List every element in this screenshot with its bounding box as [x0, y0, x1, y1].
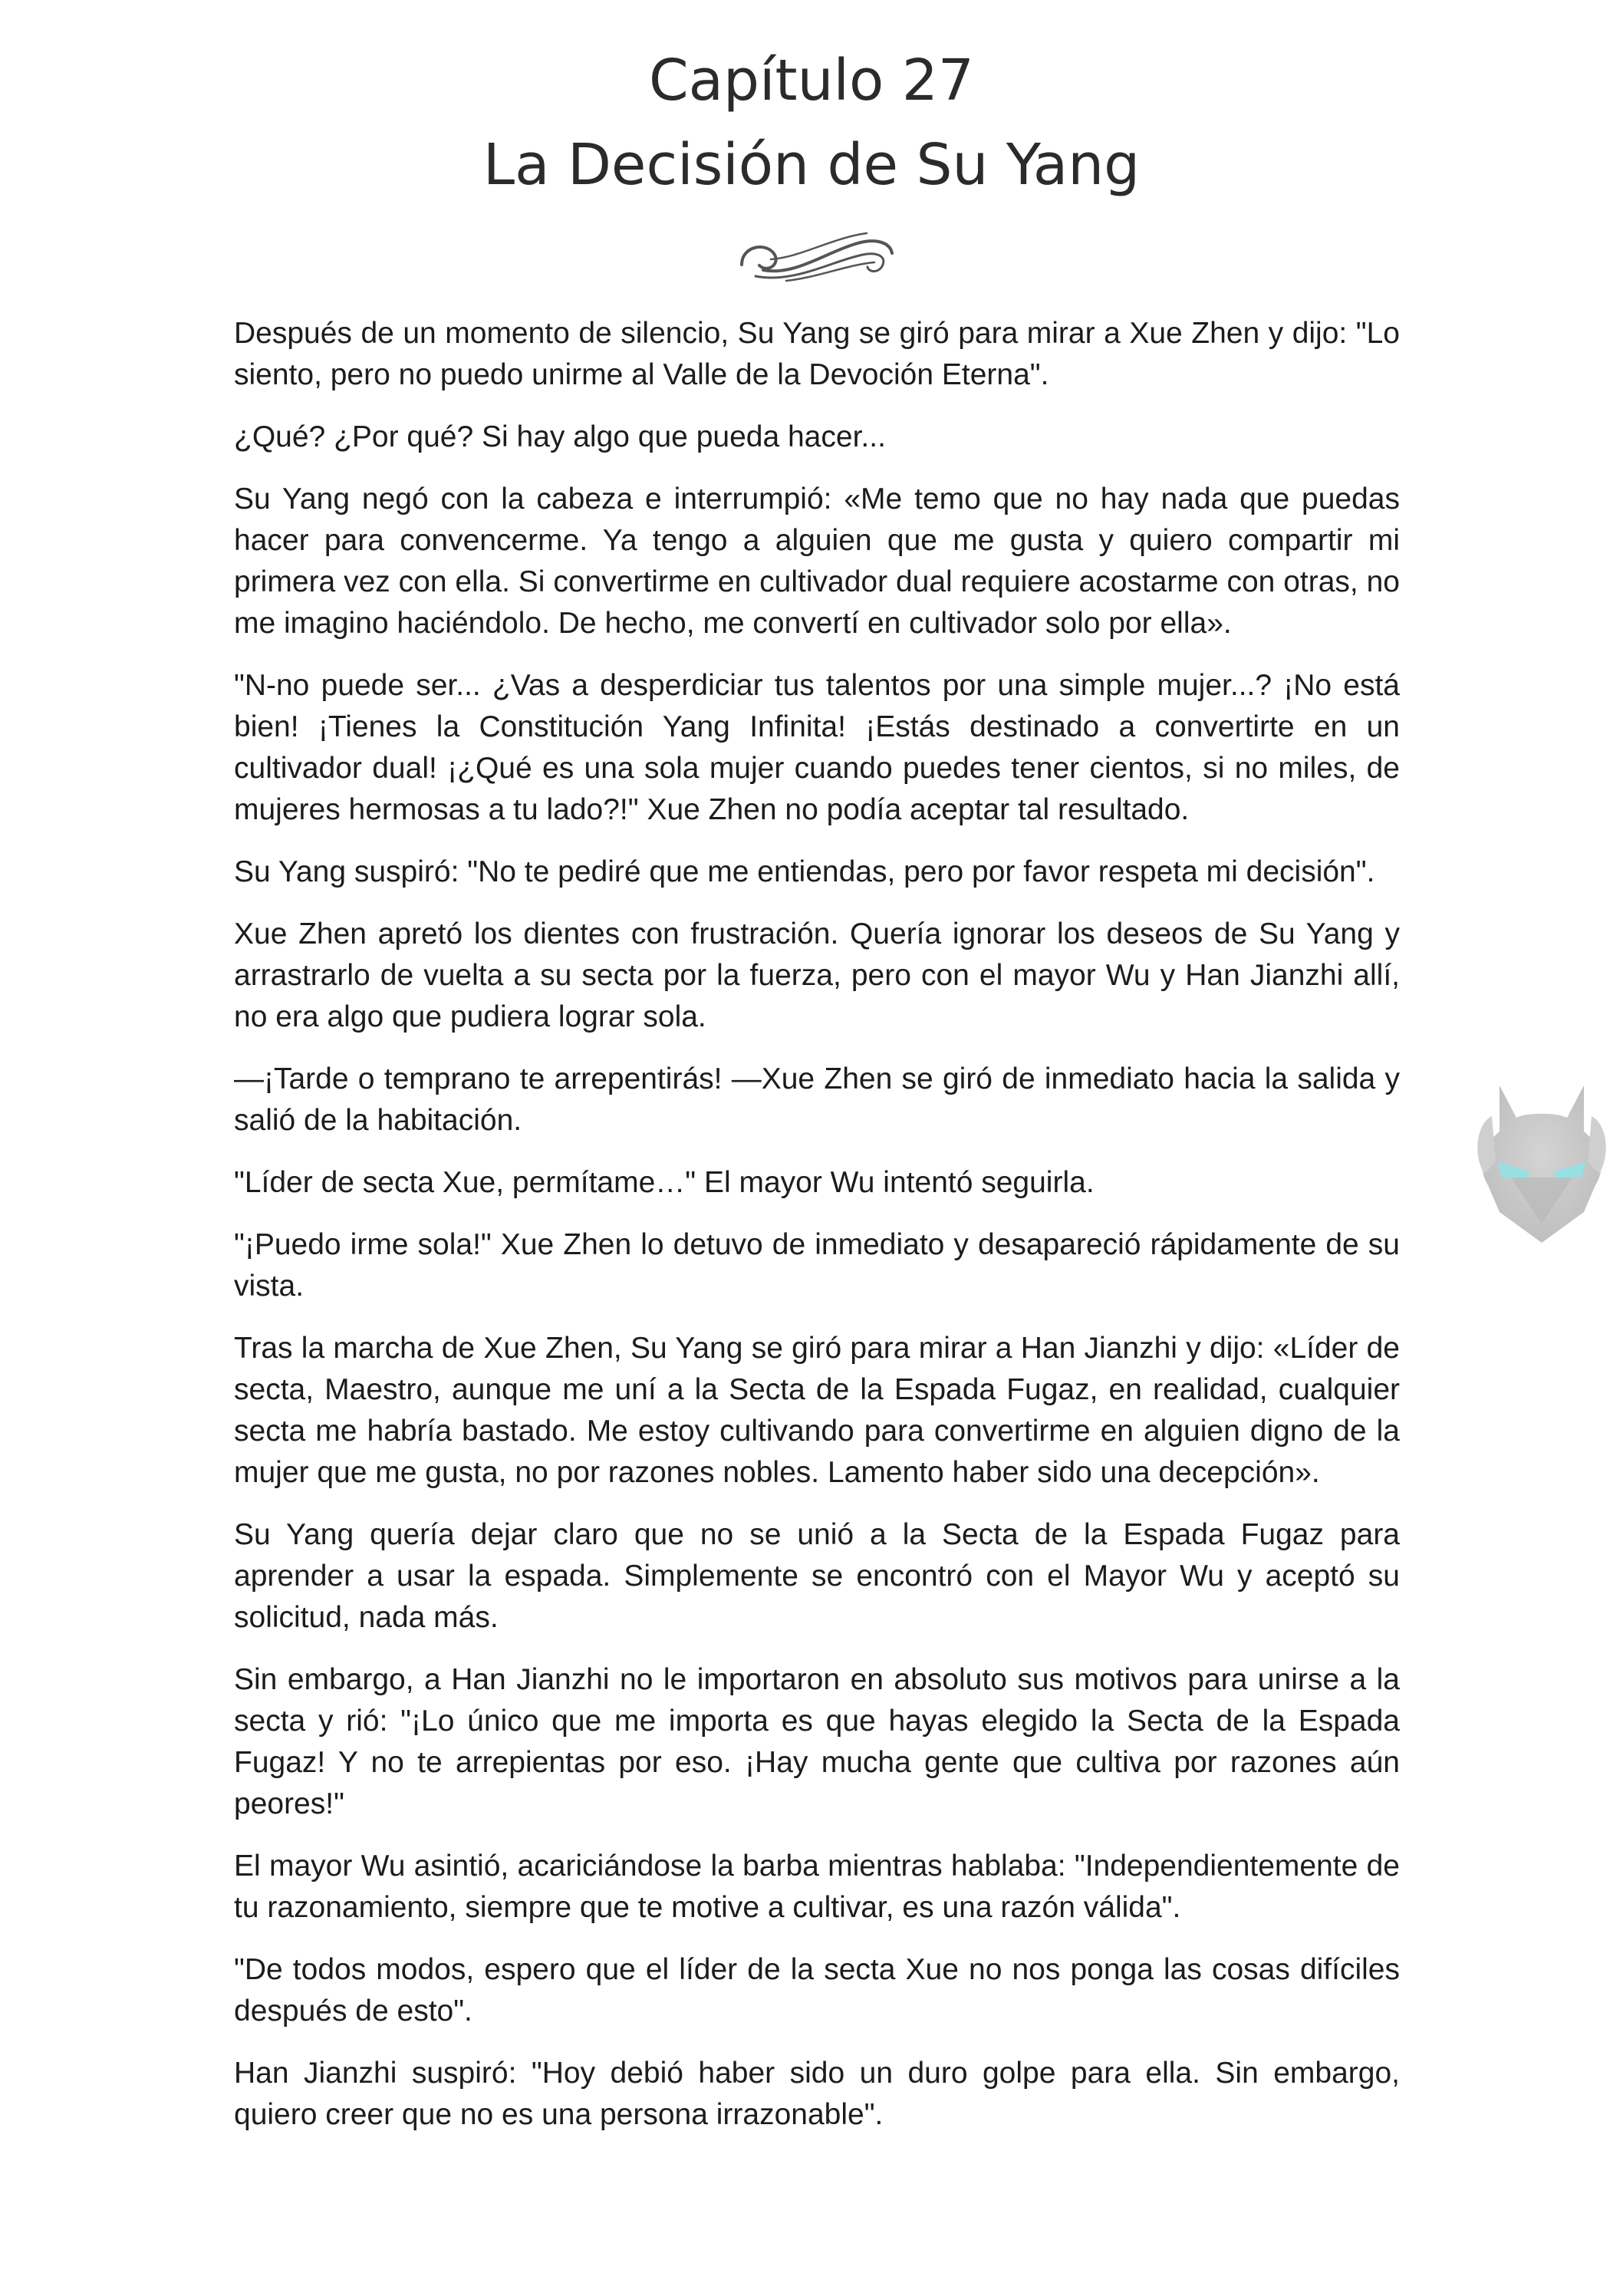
paragraph: ¿Qué? ¿Por qué? Si hay algo que pueda hacer...	[234, 420, 886, 453]
demon-head-watermark-icon	[1469, 1070, 1615, 1247]
paragraph: "N-no puede ser... ¿Vas a desperdiciar tus talentos por una simple mujer...? ¡No está bien! ¡Tienes la Constitución Yang Infinita! ¡Estás destinado a convertirte en un cultivador dual! ¡¿Qué es una sola mujer cuando puedes tener cientos, si no miles, de mujeres hermosas a tu lado?!" Xue Zhen no podía aceptar tal resultado.	[234, 669, 1400, 826]
paragraph: Su Yang quería dejar claro que no se unió a la Secta de la Espada Fugaz para aprender a usar la espada. Simplemente se encontró con el Mayor Wu y aceptó su solicitud, nada más.	[234, 1518, 1400, 1634]
paragraph: Han Jianzhi suspiró: "Hoy debió haber sido un duro golpe para ella. Sin embargo, quiero creer que no es una persona irrazonable".	[234, 2057, 1400, 2131]
chapter-header	[0, 38, 1623, 207]
paragraph: Su Yang suspiró: "No te pediré que me entiendas, pero por favor respeta mi decisión".	[234, 855, 1375, 888]
paragraph: "De todos modos, espero que el líder de la secta Xue no nos ponga las cosas difíciles después de esto".	[234, 1953, 1400, 2028]
chapter-body	[234, 313, 1400, 2156]
paragraph: Su Yang negó con la cabeza e interrumpió: «Me temo que no hay nada que puedas hacer para convencerme. Ya tengo a alguien que me gusta y quiero compartir mi primera vez con ella. Si convertirme en cultivador dual requiere acostarme con otras, no me imagino haciéndolo. De hecho, me convertí en cultivador solo por ella».	[234, 483, 1400, 640]
paragraph: "¡Puedo irme sola!" Xue Zhen lo detuvo de inmediato y desapareció rápidamente de su vista.	[234, 1228, 1400, 1303]
flourish-divider-icon	[732, 222, 901, 292]
paragraph: Después de un momento de silencio, Su Yang se giró para mirar a Xue Zhen y dijo: "Lo siento, pero no puedo unirme al Valle de la Devoción Eterna".	[234, 317, 1400, 391]
chapter-number: Capítulo 27	[649, 48, 974, 114]
paragraph: —¡Tarde o temprano te arrepentirás! —Xue Zhen se giró de inmediato hacia la salida y salió de la habitación.	[234, 1062, 1400, 1137]
paragraph: Tras la marcha de Xue Zhen, Su Yang se giró para mirar a Han Jianzhi y dijo: «Líder de secta, Maestro, aunque me uní a la Secta de la Espada Fugaz, en realidad, cualquier secta me habría bastado. Me estoy cultivando para convertirme en alguien digno de la mujer que me gusta, no por razones nobles. Lamento haber sido una decepción».	[234, 1332, 1400, 1489]
paragraph: El mayor Wu asintió, acariciándose la barba mientras hablaba: "Independientemente de tu razonamiento, siempre que te motive a cultivar, es una razón válida".	[234, 1850, 1400, 1924]
paragraph: "Líder de secta Xue, permítame…" El mayor Wu intentó seguirla.	[234, 1166, 1095, 1199]
paragraph: Sin embargo, a Han Jianzhi no le importaron en absoluto sus motivos para unirse a la secta y rió: "¡Lo único que me importa es que hayas elegido la Secta de la Espada Fugaz! Y no te arrepientas por eso. ¡Hay mucha gente que cultiva por razones aún peores!"	[234, 1663, 1400, 1820]
paragraph: Xue Zhen apretó los dientes con frustración. Quería ignorar los deseos de Su Yang y arrastrarlo de vuelta a su secta por la fuerza, pero con el mayor Wu y Han Jianzhi allí, no era algo que pudiera lograr sola.	[234, 917, 1400, 1033]
chapter-title: La Decisión de Su Yang	[482, 132, 1141, 198]
